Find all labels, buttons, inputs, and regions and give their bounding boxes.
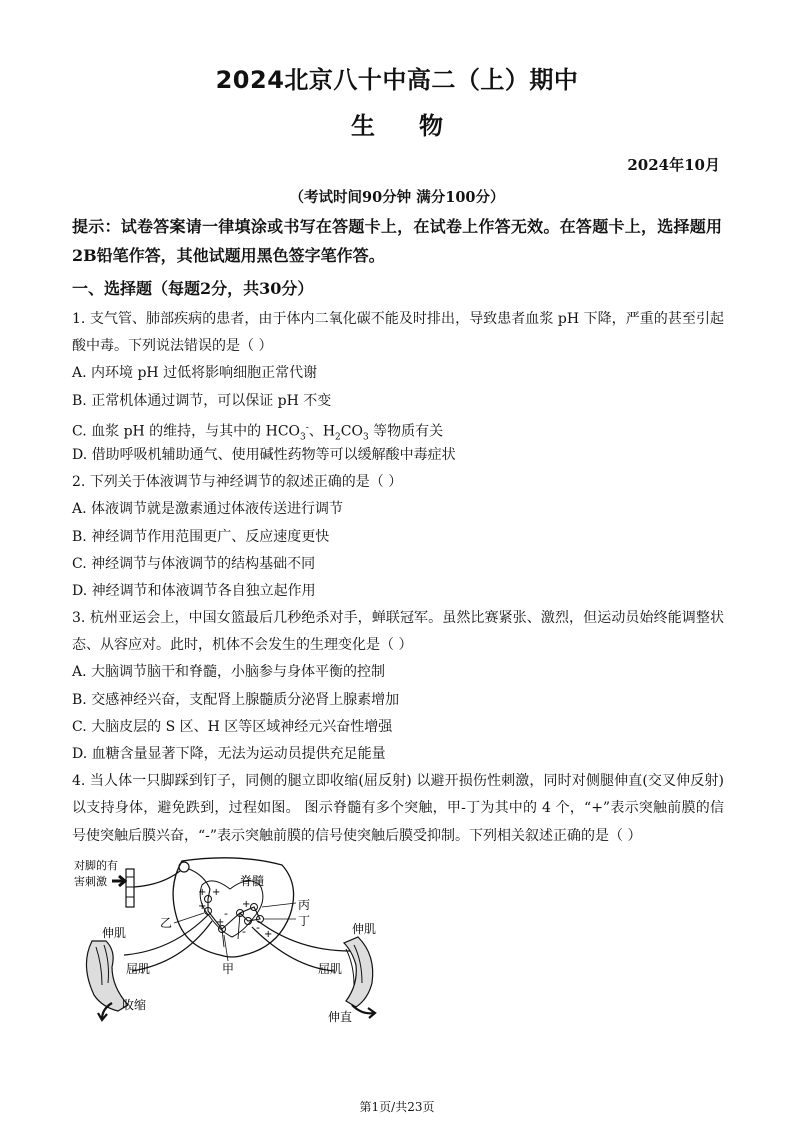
q4-stem-line-3: 号使突触后膜兴奋，“-”表示突触前膜的信号使突触后膜受抑制。下列相关叙述正确的是（ ） [72,827,642,844]
q2-option-d: D. 神经调节和体液调节各自独立起作用 [72,582,316,599]
q1-option-c-sup: - [305,422,309,433]
plus-sign: + [198,887,207,898]
stimulus-label-1: 对脚的有 [74,859,118,872]
q1-option-c-text: C. 血浆 pH 的维持，与其中的 HCO [72,423,301,440]
stimulus-arrow [112,876,125,886]
q1-option-c-text-3: CO [340,423,363,440]
q3-stem-line-2: 态、从容应对。此时，机体不会发生的生理变化是（ ） [72,637,413,654]
q1-option-c [72,415,724,442]
q1-option-c-text-2: 、H [308,423,336,440]
minus-sign: - [242,925,246,938]
q3-option-a: A. 大脑调节脑干和脊髓，小脑参与身体平衡的控制 [72,664,386,681]
exam-info: （考试时间90分钟 满分100分） [289,189,505,206]
subject-title: 生物 [351,112,487,140]
q1-option-c-sub-3: 3 [362,432,369,443]
q1-option-b: B. 正常机体通过调节，可以保证 pH 不变 [72,392,332,409]
plus-sign: + [216,917,225,928]
q1-option-c-text-4: 等物质有关 [368,423,444,440]
q1-option-a: A. 内环境 pH 过低将影响细胞正常代谢 [72,365,318,382]
synapse-label-yi: 乙 [160,916,173,930]
extensor-left-label: 伸肌 [102,926,127,940]
plus-sign: + [264,929,273,940]
section-title: 一、选择题（每题2分，共30分） [72,279,314,298]
q2-option-a: A. 体液调节就是激素通过体液传送进行调节 [72,501,344,518]
q2-option-c: C. 神经调节与体液调节的结构基础不同 [72,555,316,572]
notice-line-2: 2B铅笔作答，其他试题用黑色签字笔作答。 [72,246,385,265]
q3-stem-line-1: 3. 杭州亚运会上，中国女篮最后几秒绝杀对手，蝉联冠军。虽然比赛紧张、激烈，但运动员始终能调整状 [72,610,724,627]
minus-sign: - [224,907,228,920]
q2-option-b: B. 神经调节作用范围更广、反应速度更快 [72,528,330,545]
spinal-cord-outline [173,858,293,957]
flexor-right-label: 屈肌 [318,962,343,976]
extend-label: 伸直 [328,1010,353,1024]
reflex-arc-figure [72,855,392,1025]
pointer-line [174,913,204,923]
synapse-label-bing: 丙 [298,898,311,912]
exam-date: 2024年10月 [627,156,720,174]
notice-line-1: 提示：试卷答案请一律填涂或书写在答题卡上，在试卷上作答无效。在答题卡上，选择题用 [72,217,722,236]
stimulus-box [126,869,134,907]
q3-option-d: D. 血糖含量显著下降，无法为运动员提供充足能量 [72,746,386,762]
sensory-nerve [134,869,210,889]
minus-sign: - [256,921,260,934]
right-leg [344,937,373,1007]
notice [72,212,722,270]
q4-stem-line-2: 以支持身体，避免跌到，过程如图。 图示脊髓有多个突触，甲-丁为其中的 4 个，“+”表示突触前膜的信 [72,800,724,817]
pointer-line [262,903,296,907]
questions [72,306,724,850]
q1-option-d: D. 借助呼吸机辅助通气、使用碱性药物等可以缓解酸中毒症状 [72,446,456,463]
plus-sign: + [242,899,251,910]
spinal-cord-label: 脊髓 [240,874,265,888]
contract-label: 收缩 [122,998,147,1012]
stimulus-label-2: 害刺激 [74,875,107,888]
synapse-label-jia: 甲 [222,962,235,976]
q3-option-c: C. 大脑皮层的 S 区、H 区等区域神经元兴奋性增强 [72,718,393,735]
page-footer: 第1页/共23页 [359,1100,435,1114]
ganglion [179,862,189,872]
q3-option-b: B. 交感神经兴奋，支配肾上腺髓质分泌肾上腺素增加 [72,691,400,708]
flexor-left-label: 屈肌 [126,962,151,976]
plus-sign: + [198,901,207,912]
exam-title: 2024北京八十中高二（上）期中 [215,66,579,94]
q1-option-c-sub: 3 [300,432,306,443]
extensor-right-label: 伸肌 [352,922,377,936]
synapse-label-ding: 丁 [298,914,311,928]
q1-option-c-sub-2: 2 [335,432,341,443]
q1-stem-line-1: 1. 支气管、肺部疾病的患者，由于体内二氧化碳不能及时排出，导致患者血浆 pH 下降，严重的甚至引起 [72,311,724,327]
extend-arrow [352,1005,375,1018]
q1-stem-line-2: 酸中毒。下列说法错误的是（ ） [72,338,273,355]
plus-sign: + [212,887,221,898]
q2-stem: 2. 下列关于体液调节与神经调节的叙述正确的是（ ） [72,474,403,491]
q4-stem-line-1: 4. 当人体一只脚踩到钉子，同侧的腿立即收缩(屈反射) 以避开损伤性刺激，同时对侧腿伸直(交叉伸反射) [72,773,724,790]
